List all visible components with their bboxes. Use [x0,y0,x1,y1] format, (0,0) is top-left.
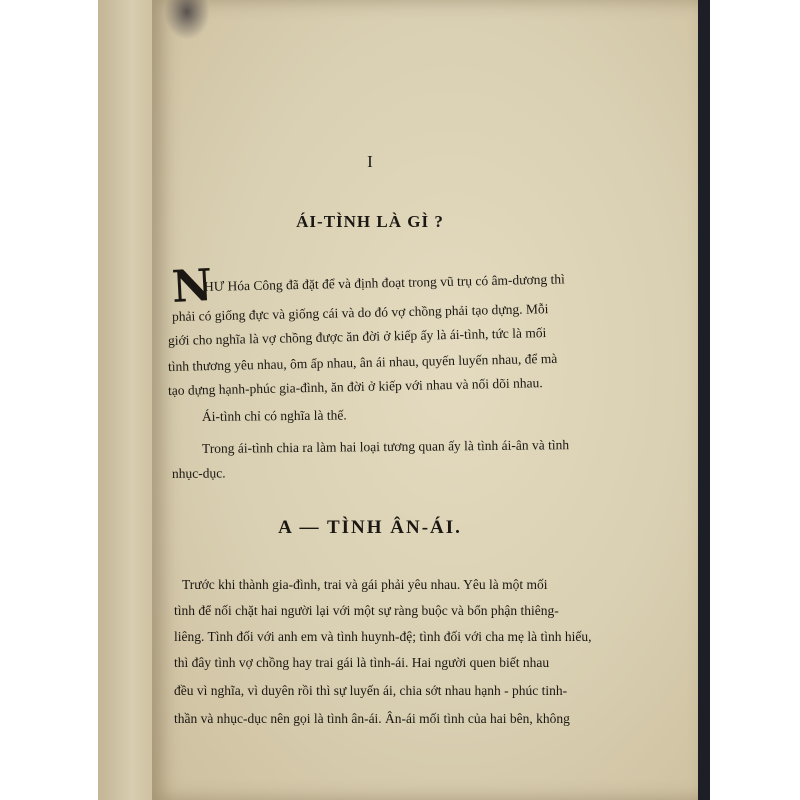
intro-line: phải có giống đực và giống cái và do đó vợ chồng phải tạo dựng. Mỗi [171,301,549,324]
intro-line: HƯ Hóa Công đã đặt để và định đoạt trong vũ trụ có âm-dương thì [203,271,565,294]
intro-line: tạo dựng hạnh-phúc gia-đình, ăn đời ở kiếp với nhau và nối dõi nhau. [167,375,543,398]
chapter-numeral: I [367,152,373,171]
body-line: thần và nhục-dục nên gọi là tình ân-ái. Ân-ái mối tình của hai bên, không [174,711,570,726]
meaning-line: Ái-tình chỉ có nghĩa là thế. [201,407,347,424]
body-line: đều vì nghĩa, vì duyên rồi thì sự luyến ái, chia sớt nhau hạnh - phúc tinh- [174,683,568,698]
chapter-title: ÁI-TÌNH LÀ GÌ ? [296,212,444,231]
body-line: Trước khi thành gia-đình, trai và gái phải yêu nhau. Yêu là một mối [182,577,548,592]
body-line: liêng. Tình đối với anh em và tình huynh-đệ; tình đối với cha mẹ là tình hiếu, [174,629,592,644]
book-page [152,0,698,800]
body-line: thì đây tình vợ chồng hay trai gái là tình-ái. Hai người quen biết nhau [174,655,550,670]
page-stain [164,0,210,40]
intro-line: tình thương yêu nhau, ôm ấp nhau, ân ái nhau, quyến luyến nhau, để mà [167,350,558,374]
section-heading: A — TÌNH ÂN-ÁI. [278,517,462,538]
body-line: tình để nối chặt hai người lại với một sự ràng buộc và bổn phận thiêng- [174,603,559,618]
types-line: Trong ái-tình chia ra làm hai loại tương quan ấy là tình ái-ân và tình [201,437,570,456]
drop-cap: N [170,259,214,314]
types-line: nhục-dục. [171,465,226,481]
intro-line: giới cho nghĩa là vợ chồng được ăn đời ở kiếp ấy là ái-tình, tức là mối [167,325,547,348]
